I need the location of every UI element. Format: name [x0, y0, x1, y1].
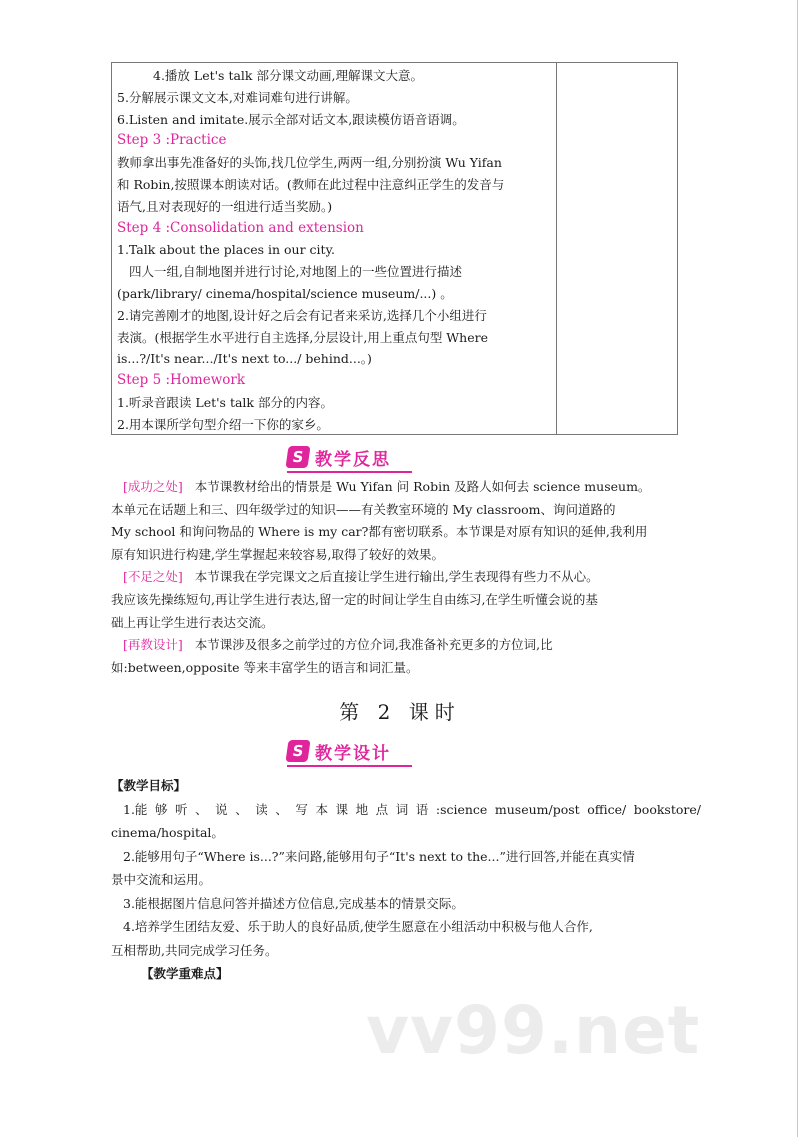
procedure-line: 表演。(根据学生水平进行自主选择,分层设计,用上重点句型 Where [117, 329, 488, 345]
reflection-title: 教学反思 [315, 449, 391, 470]
goal-word: :science [435, 801, 488, 817]
success-tag: [成功之处] [123, 479, 183, 494]
design-banner [287, 738, 412, 764]
banner-underline [287, 765, 412, 767]
step-heading: Step 5 :Homework [117, 372, 246, 389]
teaching-goals [111, 774, 701, 986]
goal-word: 听 [175, 801, 188, 817]
goal-line: 4.培养学生团结友爱、乐于助人的良好品质,使学生愿意在小组活动中积极与他人合作, [123, 919, 593, 934]
goal-word: bookstore/ [633, 801, 701, 817]
goal-word: 语 [415, 801, 429, 817]
reflection-line: 本单元在话题上和三、四年级学过的知识——有关教室环境的 My classroom、询问道路的 [111, 501, 616, 517]
procedure-cell [117, 65, 553, 436]
procedure-line: 1.Talk about the places in our city. [117, 242, 335, 258]
reflection-text: 本节课我在学完课文之后直接让学生进行输出,学生表现得有些力不从心。 [194, 569, 599, 585]
step-heading: Step 3 :Practice [117, 132, 227, 149]
goal-line: 景中交流和运用。 [111, 872, 212, 887]
goal-word: museum/post [494, 801, 580, 817]
design-title: 教学设计 [315, 743, 391, 764]
goal-word: 、 [235, 801, 248, 817]
reflection-line [111, 566, 701, 589]
goal-word: 说 [215, 801, 228, 817]
goal-word: 1.能 [123, 801, 148, 817]
procedure-line: 6.Listen and imitate.展示全部对话文本,跟读模仿语音语调。 [117, 111, 465, 127]
goal-line: cinema/hospital。 [111, 825, 224, 840]
keypoints-heading: 【教学重难点】 [141, 966, 229, 981]
procedure-line: 和 Robin,按照课本朗读对话。(教师在此过程中注意纠正学生的发音与 [117, 176, 505, 192]
procedure-line: 2.用本课所学句型介绍一下你的家乡。 [117, 416, 329, 432]
reflection-text: 本节课涉及很多之前学过的方位介词,我准备补充更多的方位词,比 [194, 637, 553, 653]
goal-line: 3.能根据图片信息问答并描述方位信息,完成基本的情景交际。 [123, 895, 464, 911]
procedure-line: 2.请完善刚才的地图,设计好之后会有记者来采访,选择几个小组进行 [117, 307, 487, 323]
goals-heading: 【教学目标】 [111, 778, 187, 793]
goal-line: 2.能够用句子“Where is...?”来问路,能够用句子“It's next to the...”进行回答,并能在真实情 [123, 848, 635, 864]
section-logo-icon: S [285, 446, 310, 468]
watermark: vv99.net [366, 992, 701, 1069]
goal-word: 地 [355, 801, 369, 817]
procedure-line: 四人一组,自制地图并进行讨论,对地图上的一些位置进行描述 [129, 264, 462, 280]
table-column-divider [556, 63, 557, 434]
procedure-line: 4.播放 Let's talk 部分课文动画,理解课文大意。 [153, 68, 423, 83]
goal-word: 词 [395, 801, 409, 817]
reflection-body [111, 476, 701, 679]
section-logo-icon: S [285, 740, 310, 762]
goal-word: 、 [275, 801, 288, 817]
reflection-line: 原有知识进行构建,学生掌握起来较容易,取得了较好的效果。 [111, 546, 444, 562]
procedure-line: 教师拿出事先准备好的头饰,找几位学生,两两一组,分别扮演 Wu Yifan [117, 155, 502, 171]
procedure-line: 1.听录音跟读 Let's talk 部分的内容。 [117, 394, 333, 410]
reflection-line [111, 634, 701, 657]
goal-word: 课 [335, 801, 349, 817]
goal-word: 够 [154, 801, 168, 817]
reflection-line: 础上再让学生进行表达交流。 [111, 614, 274, 630]
goal-word: 本 [315, 801, 328, 817]
reflection-line [111, 476, 701, 499]
procedure-line: 5.分解展示课文文本,对难词难句进行讲解。 [117, 89, 358, 105]
reflection-text: 本节课教材给出的情景是 Wu Yifan 问 Robin 及路人如何去 science museum。 [194, 479, 651, 494]
goal-word: 写 [295, 801, 308, 817]
goal-line [111, 798, 701, 822]
procedure-line: 语气,且对表现好的一组进行适当奖励。) [117, 198, 333, 214]
reflection-line: 我应该先操练短句,再让学生进行表达,留一定的时间让学生自由练习,在学生听懂会说的基 [111, 591, 598, 607]
goal-word: 、 [195, 801, 208, 817]
goal-word: office/ [587, 801, 627, 817]
shortcoming-tag: [不足之处] [123, 569, 183, 585]
banner-underline [287, 471, 412, 473]
redesign-tag: [再教设计] [123, 637, 183, 653]
reflection-line: My school 和询问物品的 Where is my car?都有密切联系。本节课是对原有知识的延伸,我利用 [111, 524, 648, 540]
step-heading: Step 4 :Consolidation and extension [117, 219, 364, 236]
procedure-line: is...?/It's near.../It's next to.../ behind...。) [117, 351, 372, 367]
lesson-heading: 第 2 课时 [339, 700, 461, 724]
goal-line: 互相帮助,共同完成学习任务。 [111, 942, 278, 958]
reflection-banner [287, 444, 412, 470]
goal-word: 点 [375, 801, 389, 817]
procedure-line: (park/library/ cinema/hospital/science museum/...) 。 [117, 285, 453, 301]
procedure-table [111, 62, 678, 435]
page-edge-rule [797, 0, 798, 1137]
reflection-line: 如:between,opposite 等来丰富学生的语言和词汇量。 [111, 659, 419, 675]
goal-word: 读 [255, 801, 268, 817]
